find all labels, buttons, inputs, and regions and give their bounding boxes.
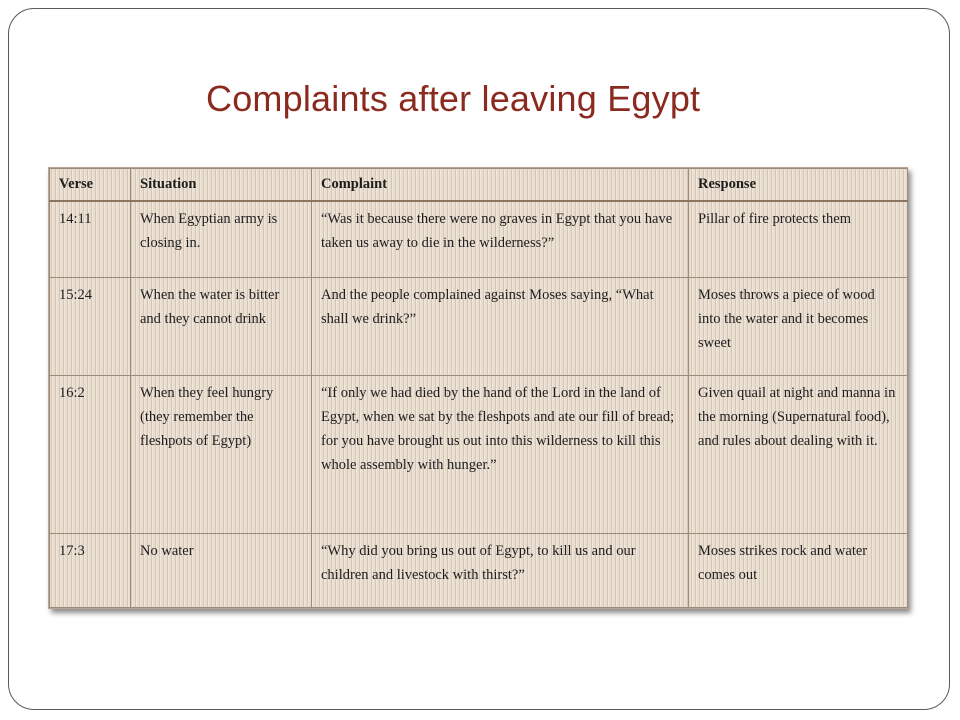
complaints-table [49, 168, 908, 608]
table-row [50, 277, 908, 375]
table-header-row [50, 169, 908, 202]
cell-complaint: “Why did you bring us out of Egypt, to kill us and our children and livestock with thirst?” [312, 533, 689, 607]
table-row [50, 201, 908, 277]
cell-response: Moses strikes rock and water comes out [689, 533, 908, 607]
cell-verse: 16:2 [50, 375, 131, 533]
header-complaint: Complaint [312, 169, 689, 202]
cell-situation: When the water is bitter and they cannot drink [131, 277, 312, 375]
cell-response: Moses throws a piece of wood into the water and it becomes sweet [689, 277, 908, 375]
cell-situation: When they feel hungry (they remember the fleshpots of Egypt) [131, 375, 312, 533]
header-verse: Verse [50, 169, 131, 202]
cell-complaint: “Was it because there were no graves in Egypt that you have taken us away to die in the wilderness?” [312, 201, 689, 277]
table-row [50, 375, 908, 533]
cell-response: Given quail at night and manna in the morning (Supernatural food), and rules about dealing with it. [689, 375, 908, 533]
cell-situation: No water [131, 533, 312, 607]
cell-complaint: And the people complained against Moses saying, “What shall we drink?” [312, 277, 689, 375]
table-row [50, 533, 908, 607]
header-response: Response [689, 169, 908, 202]
header-situation: Situation [131, 169, 312, 202]
cell-response: Pillar of fire protects them [689, 201, 908, 277]
cell-complaint: “If only we had died by the hand of the Lord in the land of Egypt, when we sat by the fleshpots and ate our fill of bread; for you have brought us out into this wilderness to kill this whole assembly with hunger.” [312, 375, 689, 533]
slide-title: Complaints after leaving Egypt [206, 78, 701, 119]
cell-verse: 17:3 [50, 533, 131, 607]
complaints-table-container [48, 167, 908, 609]
cell-verse: 15:24 [50, 277, 131, 375]
cell-situation: When Egyptian army is closing in. [131, 201, 312, 277]
cell-verse: 14:11 [50, 201, 131, 277]
